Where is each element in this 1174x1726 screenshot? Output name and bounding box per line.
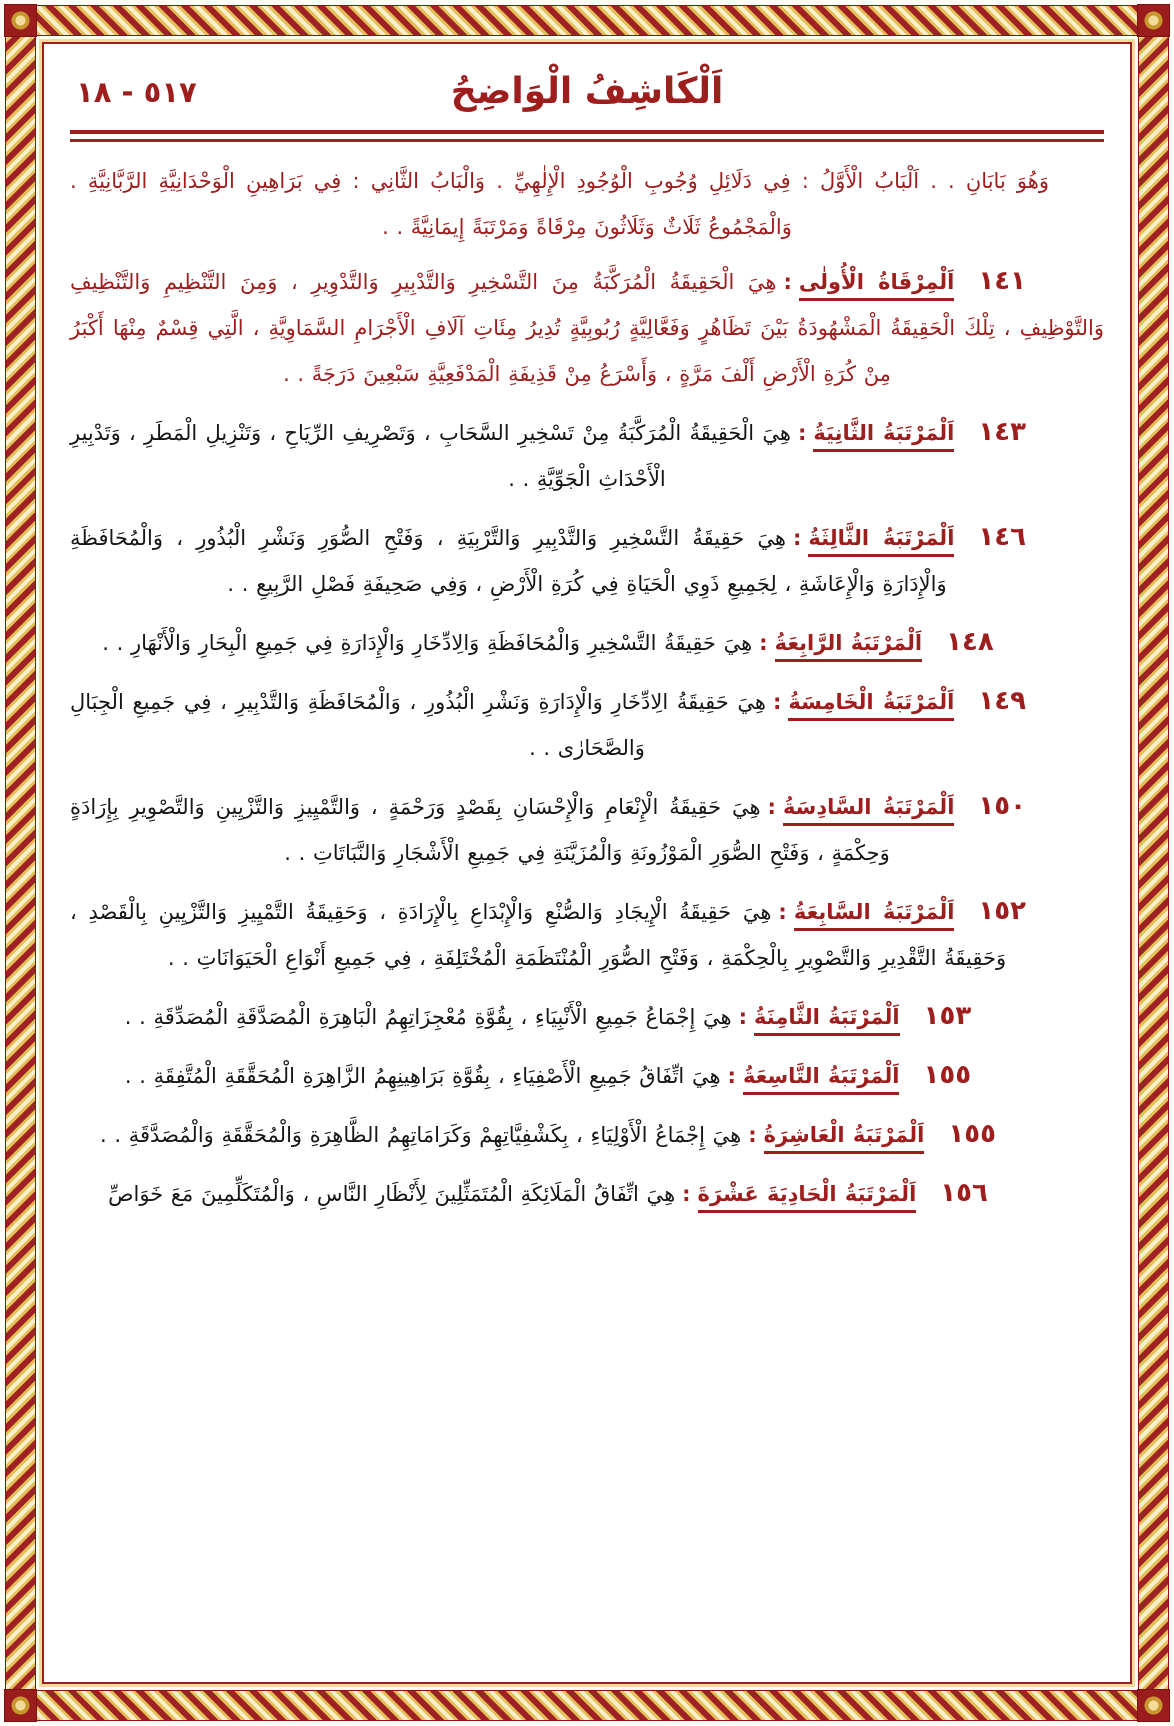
section-heading: اَلْمَرْتَبَةُ الثَّالِثَةُ	[808, 526, 954, 557]
section-paragraph	[70, 1052, 1104, 1099]
section-colon: :	[748, 1123, 757, 1147]
section-paragraph	[70, 514, 1104, 607]
section-heading: اَلْمَرْتَبَةُ السَّابِعَةُ	[794, 900, 955, 931]
section-paragraph	[70, 619, 1104, 666]
section-paragraph	[70, 1111, 1104, 1158]
section-body: هِيَ حَقِيقَةُ التَّسْخِيرِ وَالْمُحَافَظَةِ وَالِادِّخَارِ وَالْإِدَارَةِ فِي جَمِيعِ الْبِحَارِ وَالْأَنْهَارِ . .	[102, 631, 753, 655]
section-number: ١٤١	[978, 266, 1026, 296]
section-colon: :	[778, 900, 787, 924]
section-colon: :	[767, 795, 776, 819]
page-content	[42, 42, 1132, 1684]
section-number: ١٤٣	[978, 417, 1026, 447]
section-body: هِيَ حَقِيقَةُ الِادِّخَارِ وَالْإِدَارَةِ وَنَشْرِ الْبُذُورِ ، وَالْمُحَافَظَةِ وَالتَّدْبِيرِ ، فِي جَمِيعِ الْجِبَالِ وَالصَّحَارٰى . .	[70, 690, 766, 760]
intro-paragraph: وَهُوَ بَابَانِ . . اَلْبَابُ الْأَوَّلُ : فِي دَلَائِلِ وُجُوبِ الْوُجُودِ الْإِلٰهِيِّ . وَالْبَابُ الثَّانِي : فِي بَرَاهِينِ الْوَحْدَانِيَّةِ الرَّبَّانِيَّةِ . وَالْمَجْمُوعُ ثَلَاثٌ وَثَلَاثُونَ مِرْقَاةً وَمَرْتَبَةً إِيمَانِيَّةً . .	[70, 169, 1049, 239]
section-body: هِيَ الْحَقِيقَةُ الْمُرَكَّبَةُ مِنْ تَسْخِيرِ السَّحَابِ ، وَتَصْرِيفِ الرِّيَاحِ ، وَتَنْزِيلِ الْمَطَرِ ، وَتَدْبِيرِ الْأَحْدَاثِ الْجَوِّيَّةِ . .	[70, 421, 791, 491]
ornamental-border-left	[5, 5, 36, 1721]
section-number: ١٥٥	[948, 1119, 996, 1149]
page-title: اَلْكَاشِفُ الْوَاضِحُ	[450, 71, 724, 112]
section-paragraph	[70, 409, 1104, 502]
section-body: هِيَ اتِّفَاقُ الْمَلَائِكَةِ الْمُتَمَثِّلِينَ لِأَنْظَارِ النَّاسِ ، وَالْمُتَكَلِّمِينَ مَعَ خَوَاصِّ	[108, 1182, 676, 1206]
section-heading: اَلْمَرْتَبَةُ الرَّابِعَةُ	[775, 631, 923, 662]
section-heading: اَلْمَرْتَبَةُ الْحَادِيَةَ عَشْرَةَ	[698, 1182, 917, 1213]
section-number: ١٤٩	[978, 686, 1026, 716]
section-number: ١٥٥	[923, 1060, 972, 1090]
section-body: هِيَ حَقِيقَةُ الْإِيجَادِ وَالصُّنْعِ وَالْإِبْدَاعِ بِالْإِرَادَةِ ، وَحَقِيقَةُ التَّمْيِيزِ وَالتَّزْيِينِ بِالْقَصْدِ ، وَحَقِيقَةُ التَّقْدِيرِ وَالتَّصْوِيرِ بِالْحِكْمَةِ ، وَفَتْحِ الصُّوَرِ الْمُنْتَظَمَةِ الْمُخْتَلِفَةِ ، فِي جَمِيعِ أَنْوَاعِ الْحَيَوَانَاتِ . .	[70, 900, 1007, 970]
ornamental-border-bottom	[5, 1690, 1169, 1721]
section-body: هِيَ إِجْمَاعُ الْأَوْلِيَاءِ ، بِكَشْفِيَّاتِهِمْ وَكَرَامَاتِهِمُ الظَّاهِرَةِ وَالْمُحَقَّقَةِ وَالْمُصَدَّقَةِ . .	[100, 1123, 742, 1147]
section-colon: :	[783, 270, 792, 294]
border-corner-ornament	[1137, 4, 1170, 37]
section-number: ١٤٦	[978, 522, 1026, 552]
section-colon: :	[773, 690, 782, 714]
section-number: ١٥٠	[978, 791, 1026, 821]
section-body: هِيَ حَقِيقَةُ الْإِنْعَامِ وَالْإِحْسَانِ بِقَصْدٍ وَرَحْمَةٍ ، وَالتَّمْيِيزِ وَالتَّزْيِينِ وَالتَّصْوِيرِ بِإِرَادَةٍ وَحِكْمَةٍ ، وَفَتْحِ الصُّوَرِ الْمَوْزُونَةِ وَالْمُزَيَّنَةِ فِي جَمِيعِ الْأَشْجَارِ وَالنَّبَاتَاتِ . .	[70, 795, 890, 865]
section-body: هِيَ إِجْمَاعُ جَمِيعِ الْأَنْبِيَاءِ ، بِقُوَّةِ مُعْجِزَاتِهِمُ الْبَاهِرَةِ الْمُصَدَّقَةِ الْمُصَدِّقَةِ . .	[124, 1005, 732, 1029]
ornamental-border-top	[5, 5, 1169, 36]
section-colon: :	[759, 631, 768, 655]
border-corner-ornament	[4, 1689, 37, 1722]
section-number: ١٥٣	[923, 1001, 972, 1031]
section-body: هِيَ الْحَقِيقَةُ الْمُرَكَّبَةُ مِنَ التَّسْخِيرِ وَالتَّدْبِيرِ وَالتَّدْوِيرِ ، وَمِنَ التَّنْظِيمِ وَالتَّنْظِيفِ وَالتَّوْظِيفِ ، تِلْكَ الْحَقِيقَةُ الْمَشْهُودَةُ بَيْنَ تَظَاهُرٍ وَفَعَّالِيَّةٍ رُبُوبِيَّةٍ تُدِيرُ مِئَاتِ آلَافِ الْأَجْرَامِ السَّمَاوِيَّةِ ، الَّتِي قِسْمٌ مِنْهَا أَكْبَرُ مِنْ كُرَةِ الْأَرْضِ أَلْفَ مَرَّةٍ ، وَأَسْرَعُ مِنْ قَذِيفَةِ الْمَدْفَعِيَّةِ سَبْعِينَ دَرَجَةً . .	[70, 270, 1104, 386]
border-corner-ornament	[1137, 1689, 1170, 1722]
page-number: ٥١٧ - ١٨	[76, 75, 197, 109]
section-body: هِيَ حَقِيقَةُ التَّسْخِيرِ وَالتَّدْبِيرِ وَالتَّرْبِيَةِ ، وَفَتْحِ الصُّوَرِ وَنَشْرِ الْبُذُورِ ، وَالْمُحَافَظَةِ وَالْإِدَارَةِ وَالْإِعَاشَةِ ، لِجَمِيعِ ذَوِي الْحَيَاةِ فِي كُرَةِ الْأَرْضِ ، وَفِي صَحِيفَةِ فَصْلِ الرَّبِيعِ . .	[70, 526, 947, 596]
page-header	[70, 56, 1104, 128]
section-body: هِيَ اتِّفَاقُ جَمِيعِ الْأَصْفِيَاءِ ، بِقُوَّةِ بَرَاهِينِهِمُ الزَّاهِرَةِ الْمُحَقَّقَةِ الْمُتَّفِقَةِ . .	[124, 1064, 721, 1088]
section-heading: اَلْمَرْتَبَةُ التَّاسِعَةُ	[743, 1064, 900, 1095]
section-paragraph	[70, 888, 1104, 981]
section-number: ١٥٢	[978, 896, 1027, 926]
section-heading: اَلْمَرْتَبَةُ السَّادِسَةُ	[783, 795, 954, 826]
section-heading: اَلْمَرْتَبَةُ الْعَاشِرَةُ	[764, 1123, 925, 1154]
section-heading: اَلْمَرْتَبَةُ الثَّامِنَةُ	[754, 1005, 900, 1036]
section-heading: اَلْمَرْتَبَةُ الثَّانِيَةُ	[813, 421, 954, 452]
section-number: ١٥٦	[940, 1178, 988, 1208]
section-paragraph	[70, 993, 1104, 1040]
section-colon: :	[682, 1182, 691, 1206]
section-colon: :	[738, 1005, 748, 1029]
section-number: ١٤٨	[946, 627, 994, 657]
border-corner-ornament	[4, 4, 37, 37]
section-colon: :	[727, 1064, 736, 1088]
header-double-rule	[70, 130, 1104, 142]
section-paragraph	[70, 678, 1104, 771]
section-heading: اَلْمَرْتَبَةُ الْخَامِسَةُ	[788, 690, 954, 721]
section-colon: :	[797, 421, 807, 445]
section-colon: :	[792, 526, 802, 550]
section-paragraph	[70, 783, 1104, 876]
section-paragraph	[70, 258, 1104, 397]
section-heading: اَلْمِرْقَاةُ الْأُولٰى	[799, 270, 955, 301]
ornamental-border-right	[1138, 5, 1169, 1721]
section-paragraph	[70, 1170, 1104, 1217]
